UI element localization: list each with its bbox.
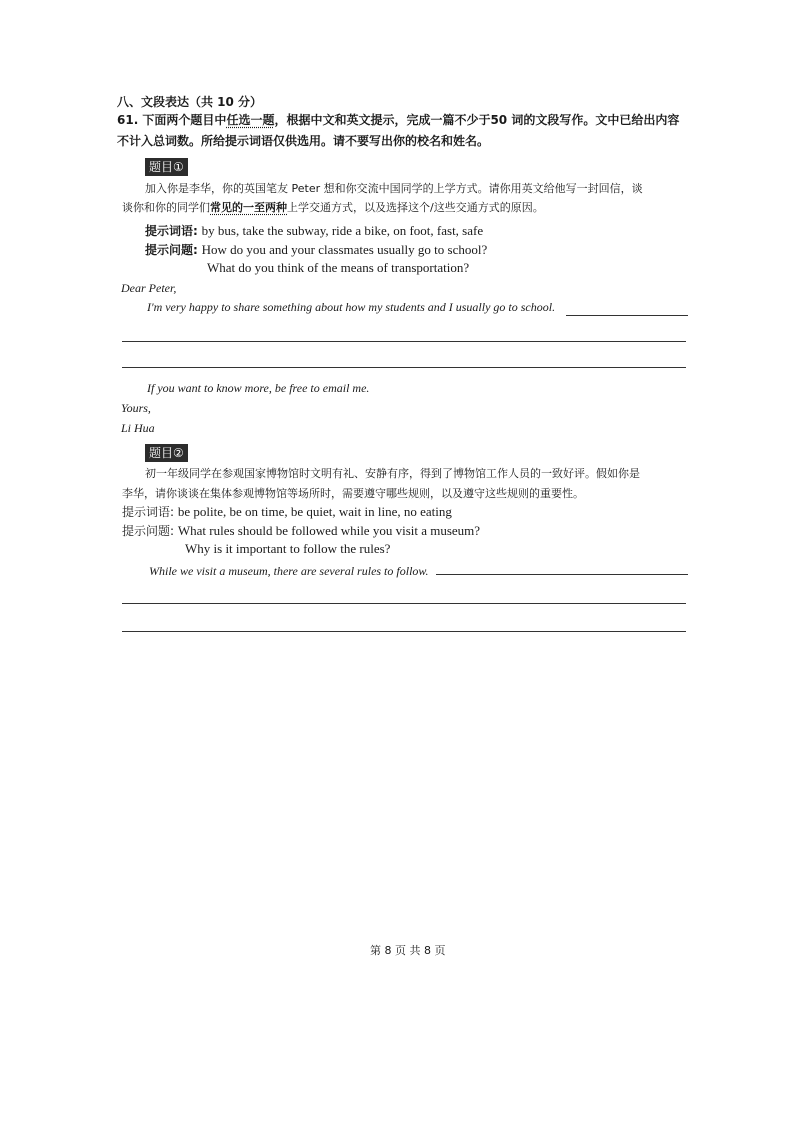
section-heading: 八、文段表达（共 10 分） <box>117 95 263 109</box>
topic-1-description-line-1: 加入你是李华，你的英国笔友 Peter 想和你交流中国同学的上学方式。请你用英文给他写一封回信，谈 <box>145 182 643 195</box>
instruction-emphasis: 任选一题 <box>226 113 275 127</box>
topic-2-label: 题目② <box>145 444 188 462</box>
topic-1-label: 题目① <box>145 158 188 176</box>
answer-line[interactable] <box>122 367 686 368</box>
answer-line[interactable] <box>122 631 686 632</box>
letter-closing: If you want to know more, be free to email me. <box>147 381 370 395</box>
topic-2-opening: While we visit a museum, there are several rules to follow. <box>149 564 429 578</box>
letter-opening: I'm very happy to share something about how my students and I usually go to school. <box>147 300 556 314</box>
topic-2-description-line-2: 李华，请你谈谈在集体参观博物馆等场所时，需要遵守哪些规则，以及遵守这些规则的重要性。 <box>122 487 584 500</box>
hint-question: How do you and your classmates usually go to school? <box>201 242 488 257</box>
hint-words: be polite, be on time, be quiet, wait in line, no eating <box>177 504 452 519</box>
topic-2-hint-question-2: Why is it important to follow the rules? <box>185 541 391 556</box>
hint-words-label: 提示词语: <box>145 224 198 238</box>
hint-question: What rules should be followed while you visit a museum? <box>177 523 481 538</box>
topic-1-desc-2-a: 谈你和你的同学们 <box>122 201 210 214</box>
instruction-line-1-a: 61. 下面两个题目中 <box>117 113 227 127</box>
answer-line[interactable] <box>122 603 686 604</box>
hint-questions-label: 提示问题: <box>122 524 175 538</box>
hint-questions-label: 提示问题: <box>145 243 198 257</box>
topic-1-desc-2-c: 上学交通方式，以及选择这个/这些交通方式的原因。 <box>287 201 544 214</box>
topic-1-hint-question-2: What do you think of the means of transportation? <box>207 260 470 275</box>
letter-signoff: Yours, <box>121 401 151 415</box>
topic-1-hint-words <box>145 222 483 239</box>
instruction-line-1-c: ，根据中文和英文提示，完成一篇不少于50 词的文段写作。文中已给出内容 <box>274 113 680 127</box>
topic-2-hint-question-1 <box>122 522 480 539</box>
answer-line[interactable] <box>566 315 688 316</box>
instruction-line-1 <box>117 111 679 128</box>
hint-words: by bus, take the subway, ride a bike, on foot, fast, safe <box>201 223 484 238</box>
topic-1-desc-emphasis: 常见的一至两种 <box>210 201 287 214</box>
answer-line[interactable] <box>122 341 686 342</box>
answer-line[interactable] <box>436 574 688 575</box>
topic-2-description-line-1: 初一年级同学在参观国家博物馆时文明有礼、安静有序，得到了博物馆工作人员的一致好评。假如你是 <box>145 467 640 480</box>
instruction-line-2: 不计入总词数。所给提示词语仅供选用。请不要写出你的校名和姓名。 <box>117 134 490 148</box>
topic-1-description-line-2 <box>122 199 544 215</box>
topic-1-hint-question-1 <box>145 241 487 258</box>
letter-salutation: Dear Peter, <box>121 281 177 295</box>
hint-words-label: 提示词语: <box>122 505 175 519</box>
topic-2-hint-words <box>122 503 452 520</box>
letter-signature: Li Hua <box>121 421 155 435</box>
page-number: 第 8 页 共 8 页 <box>370 944 446 957</box>
